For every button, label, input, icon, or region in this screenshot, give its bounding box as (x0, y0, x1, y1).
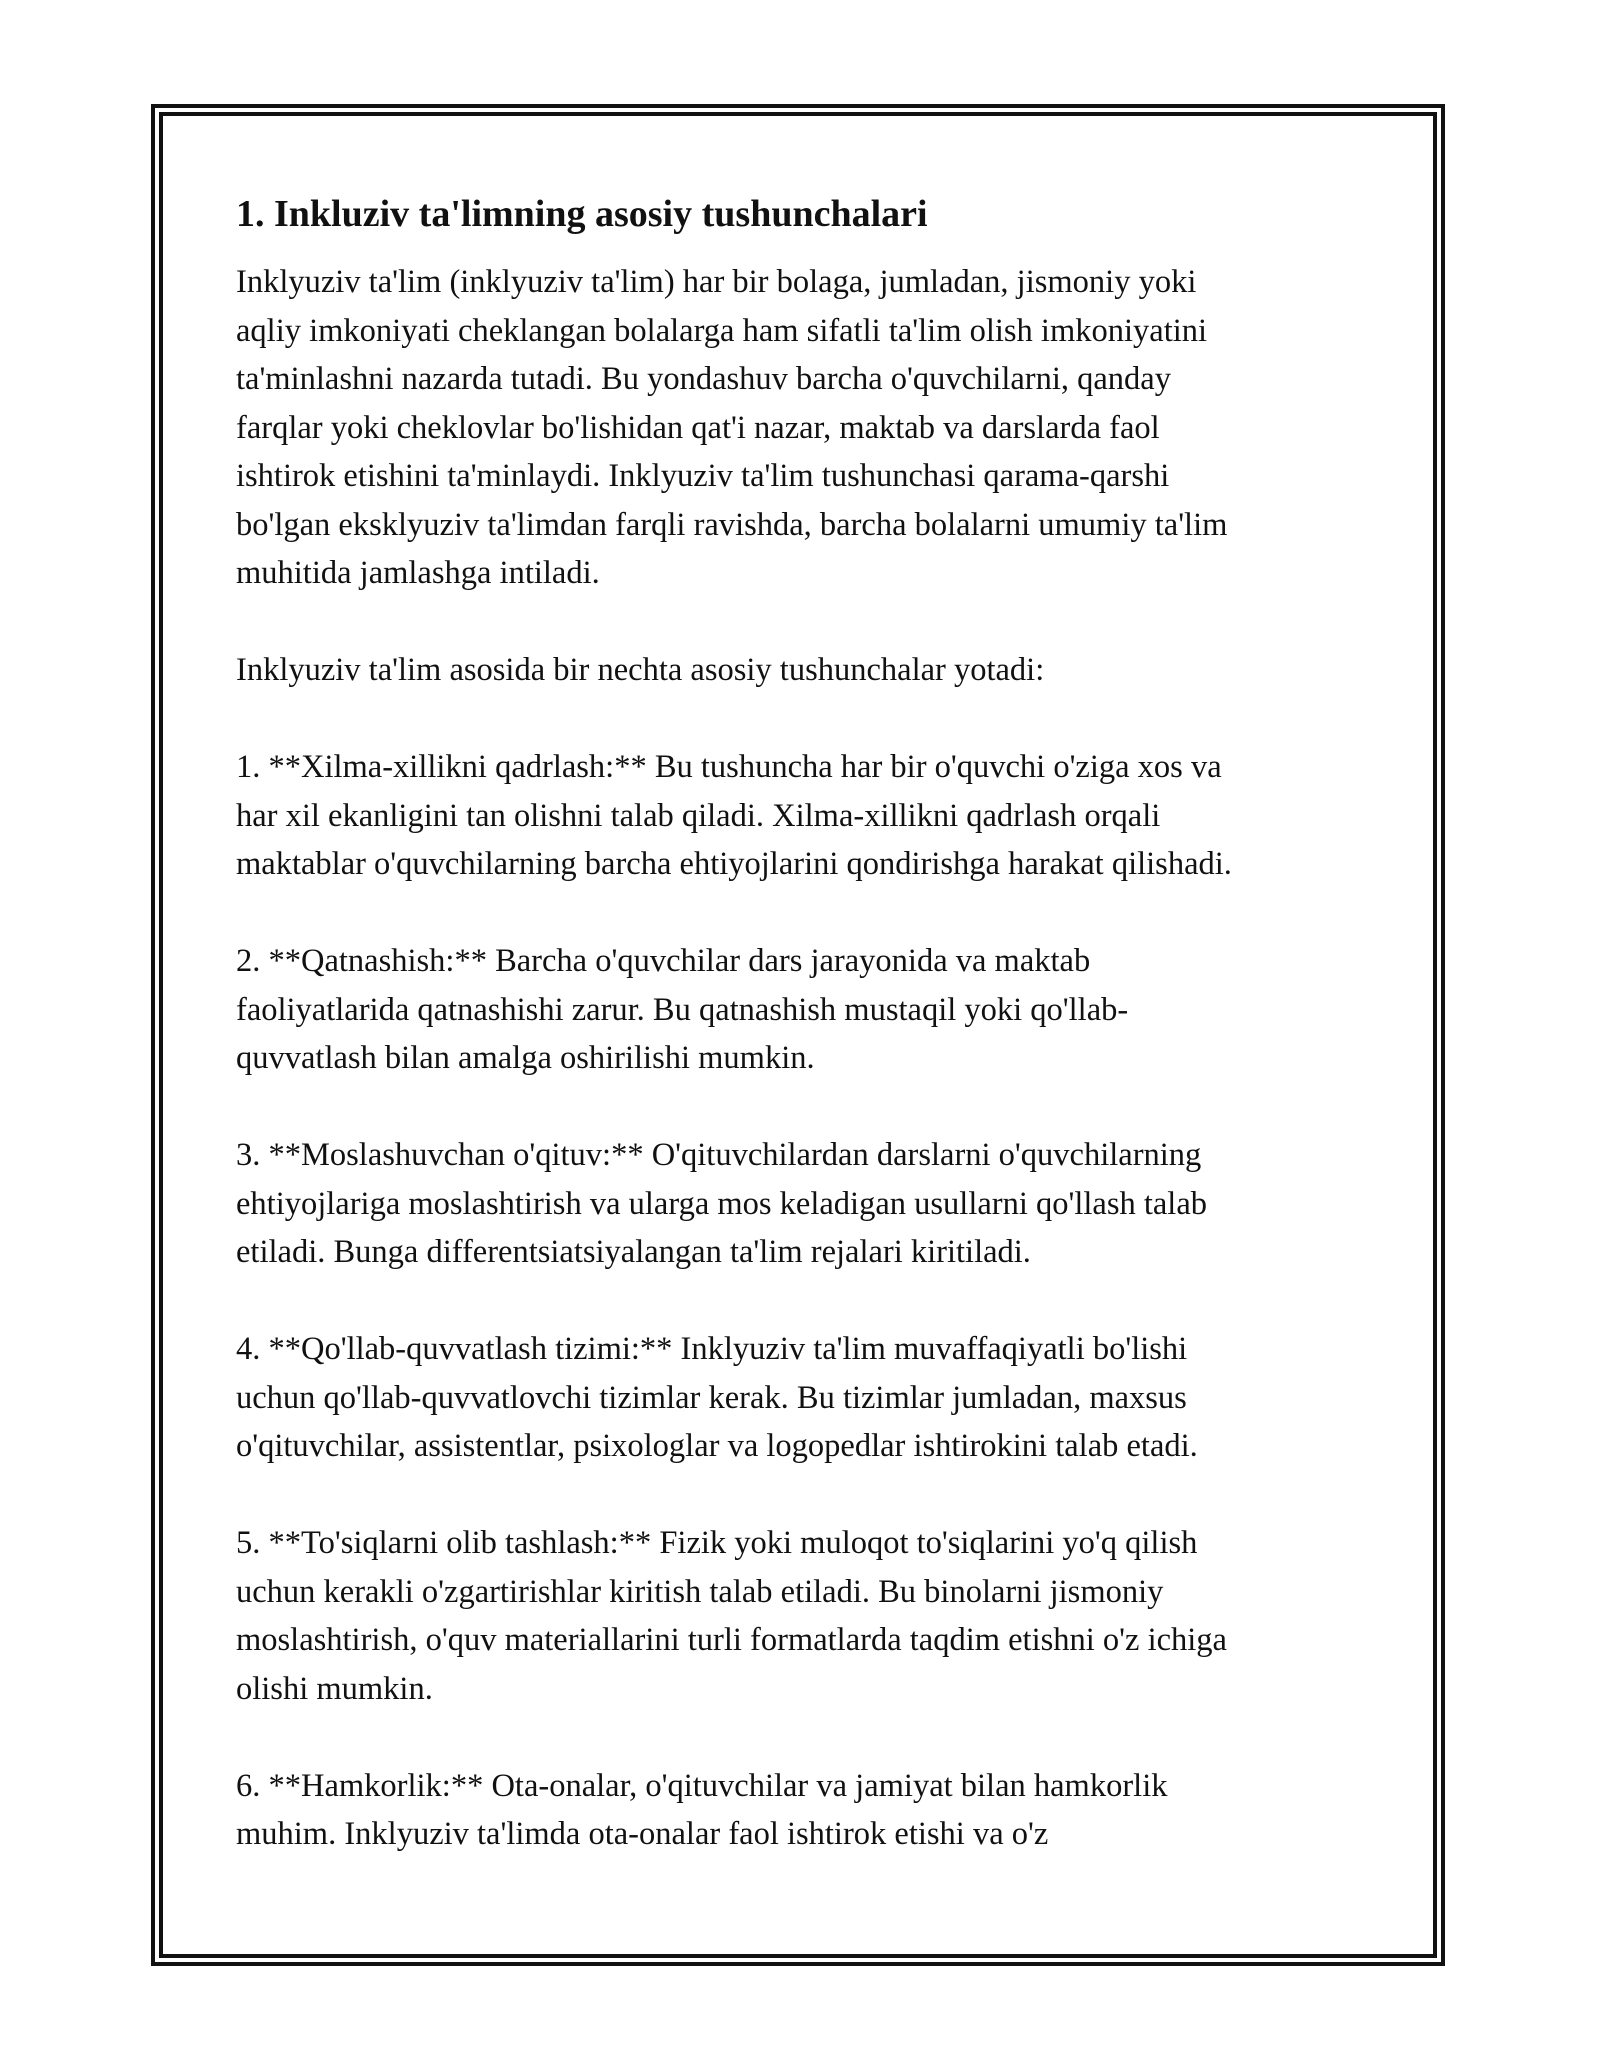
concepts-lead-paragraph: Inklyuziv ta'lim asosida bir nechta asosiy tushunchalar yotadi: (236, 652, 1045, 688)
concept-item-cooperation: 6. **Hamkorlik:** Ota-onalar, o'qituvchilar va jamiyat bilan hamkorlik muhim. Inklyuziv ta'limda ota-onalar faol ishtirok etishi va o'z (236, 1767, 1168, 1852)
section-heading: 1. Inkluziv ta'limning asosiy tushunchalari (236, 193, 928, 235)
concept-item-support-system: 4. **Qo'llab-quvvatlash tizimi:** Inklyuziv ta'lim muvaffaqiyatli bo'lishi uchun qo'llab-quvvatlovchi tizimlar kerak. Bu tizimlar jumladan, maxsus o'qituvchilar, assistentlar, psixologlar va logopedlar ishtirokini talab etadi. (236, 1331, 1198, 1464)
concept-item-flexible-teaching: 3. **Moslashuvchan o'qituv:** O'qituvchilardan darslarni o'quvchilarning ehtiyojlariga moslashtirish va ularga mos keladigan usullarni qo'llash talab etiladi. Bunga differentsiatsiyalangan ta'lim rejalari kiritiladi. (236, 1137, 1208, 1270)
concept-item-participation: 2. **Qatnashish:** Barcha o'quvchilar dars jarayonida va maktab faoliyatlarida qatnashishi zarur. Bu qatnashish mustaqil yoki qo'llab- quvvatlash bilan amalga oshirilishi mumkin. (236, 943, 1129, 1076)
intro-paragraph: Inklyuziv ta'lim (inklyuziv ta'lim) har bir bolaga, jumladan, jismoniy yoki aqliy imkoniyati cheklangan bolalarga ham sifatli ta'lim olish imkoniyatini ta'minlashni nazarda tutadi. Bu yondashuv barcha o'quvchilarni, qanday farqlar yoki cheklovlar bo'lishidan qat'i nazar, maktab va darslarda faol ishtirok etishini ta'minlaydi. Inklyuziv ta'lim tushunchasi qarama-qarshi bo'lgan eksklyuziv ta'limdan farqli ravishda, barcha bolalarni umumiy ta'lim muhitida jamlashga intiladi. (236, 264, 1228, 591)
concept-item-removing-barriers: 5. **To'siqlarni olib tashlash:** Fizik yoki muloqot to'siqlarini yo'q qilish uchun kerakli o'zgartirishlar kiritish talab etiladi. Bu binolarni jismoniy moslashtirish, o'quv materiallarini turli formatlarda taqdim etishni o'z ichiga olishi mumkin. (236, 1525, 1227, 1707)
document-body (236, 186, 1366, 1907)
concept-item-diversity: 1. **Xilma-xillikni qadrlash:** Bu tushuncha har bir o'quvchi o'ziga xos va har xil ekanligini tan olishni talab qiladi. Xilma-xillikni qadrlash orqali maktablar o'quvchilarning barcha ehtiyojlarini qondirishga harakat qilishadi. (236, 749, 1232, 882)
